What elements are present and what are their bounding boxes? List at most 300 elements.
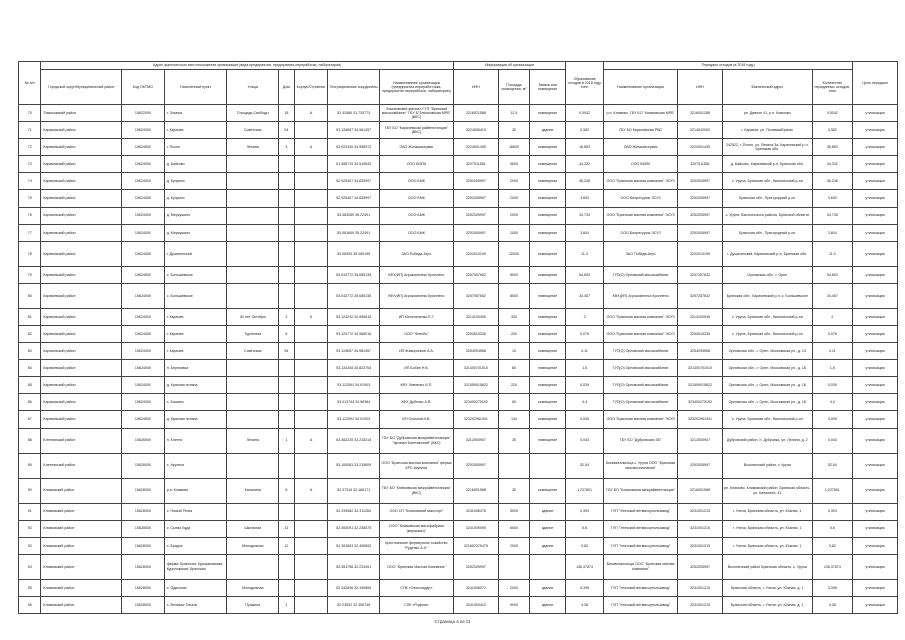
house-cell: 18 [279,105,295,122]
coords-cell: 53.134208 34.823704 [328,360,380,377]
recv-addr-header: Фактический адрес [722,70,812,105]
district-cell: Карачевский район [41,283,122,308]
status-cell: помещение [530,411,566,428]
table-row [19,105,898,122]
waste-cell: 0,382 [566,122,604,139]
recv-org-cell: ГУП "Унечский ветмясоутильзавод" [604,537,678,554]
goal-cell: утилизация [853,520,898,537]
waste-cell: 16,853 [566,139,604,156]
oktmo-cell: 15624000 [122,207,165,224]
goal-cell: утилизация [853,360,898,377]
oktmo-cell: 15624000 [122,190,165,207]
district-cell: Климовский район [41,579,122,596]
recv-addr-cell: г. Карачев, ул. Полевая/Брянск [722,122,812,139]
street-cell [227,156,279,173]
waste-transfer-table [18,61,898,614]
row-number: 75 [19,190,41,207]
place-cell: с. Большевское [164,266,227,283]
table-row [19,579,898,596]
table-row [19,596,898,613]
table-row [19,190,898,207]
area-cell [498,554,529,579]
inn-cell: 3241009413 [453,596,498,613]
amount-cell: 0,395 [812,579,852,596]
goal-cell: утилизация [853,173,898,190]
recv-org-cell: ОАО Жилкомсервис [604,139,678,156]
goal-cell: утилизация [853,411,898,428]
inn-cell: 3224005410 [453,122,498,139]
street-cell [227,224,279,241]
waste-cell: 0,039 [566,377,604,394]
waste-cell: 3,604 [566,224,604,241]
status-cell [530,554,566,579]
status-cell: помещение [530,308,566,325]
recv-inn-cell: 321559015622 [678,377,723,394]
coords-cell: 52.23532 32.306745 [328,596,380,613]
row-number: 80 [19,283,41,308]
place-cell: п. Березовка [164,360,227,377]
area-cell: 220 [498,377,529,394]
inn-cell: 3214100495 [453,308,498,325]
goal-cell: утилизация [853,377,898,394]
waste-cell: 0,83 [566,537,604,554]
place-cell: с. Брядок [164,537,227,554]
recv-org-cell: ООО "Брянская мясная компания" ЭСУЗ [604,411,678,428]
row-number: 79 [19,266,41,283]
recv-addr-cell: с. Урупа, Брянская обл., Выгоничский р-он [722,308,812,325]
oktmo-cell: 15624000 [122,224,165,241]
block-cell [294,207,328,224]
block-cell [294,411,328,428]
block-cell [294,173,328,190]
inn-cell: 323400275192 [453,394,498,411]
oktmo-cell: 15626000 [122,453,165,478]
street-cell [227,241,279,266]
recv-inn-cell: 3231001215 [678,579,723,596]
table-row [19,520,898,537]
recv-org-cell: ГУП "Унечский ветмясоутильзавод" [604,520,678,537]
inn-cell: 3207011581 [453,156,498,173]
street-cell [227,411,279,428]
recv-org-cell: р.п. Климово, ГБУ БО "Климовская МРБ" [604,105,678,122]
house-cell: 6 [279,325,295,342]
recv-inn-cell: 3212000907 [678,428,723,453]
recv-addr-cell: г. Унеча, Брянская область, ул. Южная, 1 [722,503,812,520]
row-number: 90 [19,478,41,503]
inn-cell: 3257057652 [453,283,498,308]
amount-cell: 3,604 [812,224,852,241]
row-number: 78 [19,241,41,266]
goal-cell: утилизация [853,554,898,579]
recv-inn-cell: 3257257632 [678,266,723,283]
waste-cell: 136,37874 [566,554,604,579]
place-cell: с. Бошино [164,394,227,411]
place-cell: д. Байково [164,156,227,173]
goal-cell: утилизация [853,503,898,520]
oktmo-cell: 15628000 [122,579,165,596]
table-row [19,139,898,156]
oktmo-cell: 15624000 [122,266,165,283]
goal-cell: утилизация [853,156,898,173]
area-cell: 30 [498,478,529,503]
amount-cell: 2 [812,308,852,325]
house-cell [279,207,295,224]
org-cell: ООО "Климовская мясофабрика (мершамо)" [379,520,453,537]
status-cell: помещение [530,377,566,394]
place-cell: г. Душатинский [164,241,227,266]
amount-cell: 136,37874 [812,554,852,579]
org-cell: ООО "Фитобо" [379,325,453,342]
street-cell [227,190,279,207]
house-cell: 54 [279,122,295,139]
district-cell: Злынковский район [41,105,122,122]
org-cell: ИП Ососков И.В. [379,411,453,428]
waste-cell: 1,5 [566,360,604,377]
district-cell: Климовский район [41,537,122,554]
coords-cell: 52.299582 32.311284 [328,503,380,520]
recv-addr-cell: д. Байково, Карачевский р-н, Брянская обл. [722,156,812,173]
recv-addr-cell: с. Урупа, Брянская обл., Выгоничский р-он [722,411,812,428]
waste-cell: 0,395 [566,579,604,596]
status-cell: помещение [530,190,566,207]
amount-cell: 34,735 [812,207,852,224]
recv-addr-cell: Орловская обл., г. Орел, Московская ул., д. 18 [722,394,812,411]
house-cell [279,411,295,428]
amount-cell: 0,11 [812,343,852,360]
status-cell: здание [530,122,566,139]
status-cell: помещение [530,173,566,190]
place-cell: с. Сытая Буда [164,520,227,537]
oktmo-cell: 15624000 [122,343,165,360]
district-cell: Климовский район [41,478,122,503]
place-cell: д. Куприно [164,173,227,190]
org-cell: ООО БМПК [379,156,453,173]
house-cell [279,377,295,394]
row-number: 85 [19,377,41,394]
org-cell: Крестьянское фермерское хозяйство "Руденко А.Н." [379,537,453,554]
street-cell: Калинина [227,478,279,503]
house-cell [279,360,295,377]
coords-cell: 53.06993 35.160199 [328,241,380,266]
recv-addr-cell: г. Унеча, Брянская область, ул. Южная, 1 [722,520,812,537]
house-cell [279,554,295,579]
recv-addr-cell: 242522, г. Почеп, ул. Ленина 3а, Карачевский р-н, Брянская обл. [722,139,812,156]
district-cell: Карачевский район [41,343,122,360]
amount-cell: 0,005 [812,411,852,428]
place-cell: г. Злынка [164,105,227,122]
street-cell [227,283,279,308]
org-cell: ГБУ БО "Климовская межрайветстанция" (ВКС) [379,478,453,503]
district-cell: Карачевский район [41,190,122,207]
street-cell: Советская [227,343,279,360]
org-cell: ООО "Брянская Мясная Компания" [379,554,453,579]
org-cell: ЗАО Победа-Агро [379,241,453,266]
table-row [19,308,898,325]
area-cell: 8000 [498,283,529,308]
coords-cell: 53.013744 34.98384 [328,394,380,411]
street-cell [227,207,279,224]
goal-cell: утилизация [853,308,898,325]
recv-addr-cell: Дубровский район, п. Дубровка, ул. Ленина, д. 2 [722,428,812,453]
recv-addr-cell: Брянская обл., Пригородный р-он [722,190,812,207]
area-cell: 30 [498,122,529,139]
waste-cell: 54,653 [566,266,604,283]
inn-cell: 3216001588 [453,478,498,503]
goal-cell: утилизация [853,266,898,283]
block-cell: К [294,308,328,325]
table-row [19,266,898,283]
block-cell [294,122,328,139]
recv-inn-cell: 323202961941 [678,411,723,428]
street-cell: Пушкина [227,596,279,613]
recv-addr-cell: Брянская обл., Карачевский р-н, с. Большевское [722,283,812,308]
block-cell [294,156,328,173]
coords-cell: 53.081609 35.22491 [328,224,380,241]
amount-cell: 44,332 [812,156,852,173]
status-cell: здание [530,537,566,554]
coords-cell: 53.112591 34.91903 [328,411,380,428]
oktmo-header: Код ОКТМО [122,70,165,105]
recv-inn-cell: 3216001588 [678,478,723,503]
block-cell [294,190,328,207]
amount-cell: 11,3 [812,241,852,266]
recv-inn-cell: 3207011581 [678,156,723,173]
status-cell: помещение [530,325,566,342]
place-cell: д. Куприно [164,190,227,207]
inn-cell: 3252005997 [453,554,498,579]
district-cell: Карачевский район [41,173,122,190]
org-cell: ООО БМК [379,224,453,241]
inn-cell: 3218021588 [453,105,498,122]
oktmo-cell: 15624000 [122,139,165,156]
recv-org-cell: ГУП "Унечский ветмясоутильзавод" [604,579,678,596]
coords-cell: 52.342846 32.190806 [328,579,380,596]
oktmo-cell: 15624000 [122,122,165,139]
waste-cell: 3,693 [566,190,604,207]
block-cell [294,453,328,478]
place-cell: г. Почеп [164,139,227,156]
district-cell: Карачевский район [41,122,122,139]
recv-inn-cell: 323400275192 [678,394,723,411]
recv-org-cell: ООО Биоресурсы ЭСУЗ [604,224,678,241]
goal-cell: утилизация [853,428,898,453]
house-cell: 3 [279,139,295,156]
table-row [19,360,898,377]
status-cell: помещение [530,428,566,453]
block-cell: А [294,105,328,122]
house-cell [279,224,295,241]
block-cell [294,283,328,308]
amount-cell: 3,693 [812,190,852,207]
inn-cell: 321559015622 [453,377,498,394]
area-cell: 9000 [498,596,529,613]
street-cell [227,394,279,411]
oktmo-cell: 15628000 [122,596,165,613]
area-cell: 6000 [498,520,529,537]
block-cell [294,503,328,520]
oktmo-cell: 15624000 [122,325,165,342]
house-cell [279,453,295,478]
coords-cell: 53.123242 34.956615 [328,308,380,325]
place-cell: д. Меркушино [164,224,227,241]
coords-cell: 53.119657 34.981457 [328,343,380,360]
recv-org-cell: ООО "Брянская мясная компания" ЭСУЗ [604,308,678,325]
coords-cell: 53.120772 34.968016 [328,325,380,342]
area-cell: 10 [498,343,529,360]
goal-cell: утилизация [853,190,898,207]
district-cell: Карачевский район [41,377,122,394]
amount-cell: 34,457 [812,283,852,308]
table-row [19,411,898,428]
recv-addr-cell: Орловская обл., г. Орел, Московская ул., д. 18 [722,377,812,394]
oktmo-cell: 15628000 [122,537,165,554]
row-number: 96 [19,596,41,613]
area-cell: 8000 [498,266,529,283]
oktmo-cell: 15624000 [122,241,165,266]
place-cell: п. Клетня [164,428,227,453]
recv-addr-cell: Орловская обл., г. Орел, Московская ул., д. 13 [722,343,812,360]
coords-cell: 53.382235 33.215214 [328,428,380,453]
street-cell [227,266,279,283]
row-number: 76 [19,207,41,224]
area-cell: 2000 [498,207,529,224]
recv-inn-cell: 3252005997 [678,190,723,207]
status-cell: здание [530,503,566,520]
recv-org-cell: ООО "Брянская мясная компания" ЭСУЗ [604,325,678,342]
goal-cell: утилизация [853,453,898,478]
street-header: Улица [227,70,279,105]
house-cell [279,190,295,207]
amount-header: Количество переданных отходов, тонн [812,70,852,105]
area-cell: 2000 [498,537,529,554]
recv-inn-cell: 3231001215 [678,503,723,520]
place-cell: ферма: Брянская; Куршимовская; Куриловская; Брянская [164,554,227,579]
inn-cell: 321602379475 [453,537,498,554]
oktmo-cell: 15628000 [122,554,165,579]
recv-inn-cell: 3252005997 [678,554,723,579]
coords-cell: 52.302893 32.490605 [328,537,380,554]
org-cell: КФХ(ИП) Агрокомплекс Кроплено [379,266,453,283]
street-cell: Школьная [227,520,279,537]
inn-cell: 321400701510 [453,360,498,377]
block-header: Корпус/Строение [294,70,328,105]
street-cell [227,377,279,394]
coords-cell: 53.043772 35.085135 [328,266,380,283]
block-cell [294,241,328,266]
inn-cell: 3252005997 [453,173,498,190]
recv-org-cell: ГУП(О) Орловский мясокомбинат [604,360,678,377]
recv-org-cell: ГБУ БО Карачевская РВС [604,122,678,139]
waste-cell: 0,076 [566,325,604,342]
recv-inn-cell: 3214042002 [678,122,723,139]
org-cell: ООО "Брянская мясная компания" ферма КРС Акуличи [379,453,453,478]
area-cell: 60 [498,394,529,411]
recv-org-cell: ООО БМПК [604,156,678,173]
inn-cell: 3254515336 [453,325,498,342]
waste-cell: 34,733 [566,207,604,224]
row-number: 74 [19,173,41,190]
area-cell: 2000 [498,224,529,241]
coords-cell: 53.063269 35.22491 [328,207,380,224]
coords-cell: 52.37316 32.188171 [328,478,380,503]
table-row [19,156,898,173]
status-cell: здание [530,596,566,613]
house-cell: 6 [279,478,295,503]
oktmo-cell: 15624000 [122,308,165,325]
place-header: Населенный пункт [164,70,227,105]
house-cell: 1 [279,596,295,613]
table-row [19,173,898,190]
recv-inn-cell: 3214100545 [678,308,723,325]
row-number: 84 [19,360,41,377]
waste-cell: 0,393 [566,503,604,520]
org-cell: ООО СП "Климовский мясоторг" [379,503,453,520]
recv-org-cell: ГБУ БО "Климовская межрайветстанция" [604,478,678,503]
recv-addr-cell: с. Урупа, Брянская обл., Выгоничский р-он [722,325,812,342]
status-cell: помещение [530,241,566,266]
recv-org-cell: ООО "Брянская мясная компания" ЭСУЗ [604,173,678,190]
amount-cell: 0,043 [812,428,852,453]
inn-cell: 3224001405 [453,139,498,156]
recv-addr-cell: рп. Климово, Климовский район, Брянская область, ул. Калинина, 41 [722,478,812,503]
street-cell: Ленина [227,139,279,156]
recv-org-cell: ГУП "Унечский ветмясоутильзавод" [604,596,678,613]
goal-cell: утилизация [853,596,898,613]
block-cell [294,266,328,283]
amount-cell: 54,653 [812,266,852,283]
goal-cell: утилизация [853,394,898,411]
district-cell: Климовский район [41,503,122,520]
place-cell: с. Новый Ропск [164,503,227,520]
house-cell [279,283,295,308]
table-row [19,537,898,554]
inn-cell: 3252005997 [453,207,498,224]
row-number: 70 [19,105,41,122]
table-row [19,503,898,520]
street-cell [227,360,279,377]
org-cell: КФХ Дубенко А.В. [379,394,453,411]
block-cell [294,343,328,360]
recv-addr-cell: Брянская область, г. Унеча, ул. Южная, д. 1 [722,579,812,596]
house-cell: 11 [279,520,295,537]
org-cell: СПК «Родина» [379,596,453,613]
table-row [19,343,898,360]
area-cell: 330 [498,308,529,325]
amount-cell: 4,38 [812,596,852,613]
block-cell [294,377,328,394]
coords-cell: 52.353798 32.233491 [328,554,380,579]
waste-cell: 0,0042 [566,105,604,122]
amount-cell: 36,248 [812,173,852,190]
place-cell: с. Одинские [164,579,227,596]
house-cell [279,394,295,411]
amount-cell: 0,382 [812,122,852,139]
district-cell: Карачевский район [41,266,122,283]
inn-cell: 3241006376 [453,503,498,520]
district-cell: Карачевский район [41,241,122,266]
place-cell: с. Большевское [164,283,227,308]
goal-cell: утилизация [853,105,898,122]
page-number: Страница 4 из 11 [434,619,471,624]
amount-cell: 0,6 [812,520,852,537]
transfer-group-header: Передано отходов (в 2018 году) [604,62,853,70]
waste-header: Образование отходов в 2018 году, тонн [566,62,604,105]
table-row [19,554,898,579]
recv-org-cell: Биоквитальньца ООО "Брянская мясная компания" [604,554,678,579]
recv-inn-cell: 3231001215 [678,520,723,537]
status-cell: здание [530,520,566,537]
table-header [19,62,898,105]
